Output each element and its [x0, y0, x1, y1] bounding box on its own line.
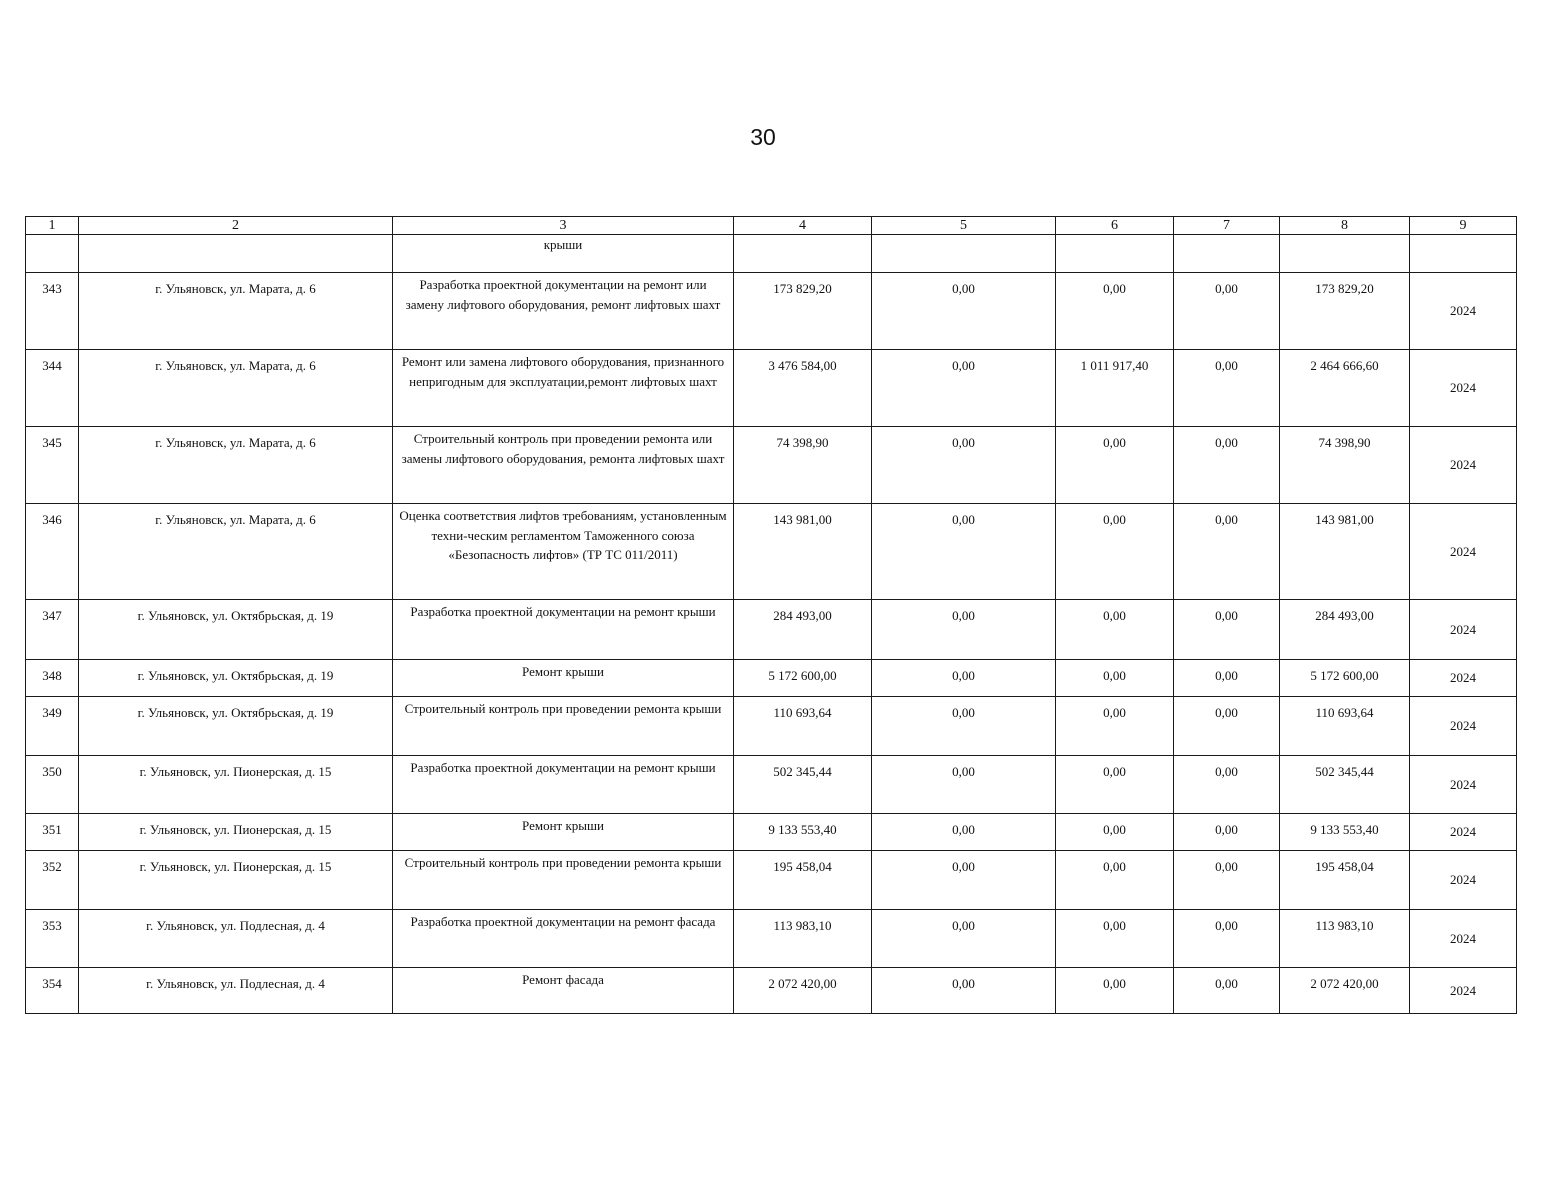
table-row — [26, 427, 1517, 504]
year-cell: 2024 — [1410, 427, 1517, 504]
funding-col5-cell: 0,00 — [872, 600, 1056, 660]
funding-col5-cell: 0,00 — [872, 427, 1056, 504]
row-number-cell: 344 — [26, 350, 79, 427]
funding-col8-cell: 502 345,44 — [1280, 756, 1410, 814]
row-number-cell: 343 — [26, 273, 79, 350]
address-cell: г. Ульяновск, ул. Октябрьская, д. 19 — [79, 600, 393, 660]
row-number-cell: 352 — [26, 851, 79, 910]
table-row — [26, 600, 1517, 660]
total-cost-cell: 5 172 600,00 — [734, 660, 872, 697]
total-cost-cell: 74 398,90 — [734, 427, 872, 504]
row-number-cell: 348 — [26, 660, 79, 697]
funding-col5-cell: 0,00 — [872, 910, 1056, 968]
funding-col6-cell: 0,00 — [1056, 600, 1174, 660]
row-number-cell: 347 — [26, 600, 79, 660]
column-number: 1 — [26, 217, 79, 235]
funding-col5-cell: 0,00 — [872, 350, 1056, 427]
address-cell: г. Ульяновск, ул. Марата, д. 6 — [79, 350, 393, 427]
funding-col8-cell: 2 072 420,00 — [1280, 968, 1410, 1014]
year-cell: 2024 — [1410, 814, 1517, 851]
year-cell — [1410, 235, 1517, 273]
total-cost-cell: 9 133 553,40 — [734, 814, 872, 851]
funding-col6-cell: 0,00 — [1056, 910, 1174, 968]
table-row — [26, 697, 1517, 756]
row-number-cell — [26, 235, 79, 273]
funding-col7-cell: 0,00 — [1174, 350, 1280, 427]
row-number-cell: 346 — [26, 504, 79, 600]
funding-col7-cell: 0,00 — [1174, 814, 1280, 851]
amount-cell — [1280, 235, 1410, 273]
funding-col6-cell: 0,00 — [1056, 660, 1174, 697]
total-cost-cell: 2 072 420,00 — [734, 968, 872, 1014]
amount-cell — [734, 235, 872, 273]
funding-col8-cell: 9 133 553,40 — [1280, 814, 1410, 851]
work-type-cell: Оценка соответствия лифтов требованиям, установленным техни-ческим регламентом Таможенного союза «Безопасность лифтов» (ТР ТС 011/2011) — [393, 504, 734, 600]
address-cell: г. Ульяновск, ул. Октябрьская, д. 19 — [79, 660, 393, 697]
funding-col8-cell: 113 983,10 — [1280, 910, 1410, 968]
funding-col7-cell: 0,00 — [1174, 273, 1280, 350]
total-cost-cell: 173 829,20 — [734, 273, 872, 350]
row-number-cell: 353 — [26, 910, 79, 968]
funding-col8-cell: 173 829,20 — [1280, 273, 1410, 350]
program-table — [25, 216, 1517, 1014]
total-cost-cell: 502 345,44 — [734, 756, 872, 814]
funding-col5-cell: 0,00 — [872, 273, 1056, 350]
funding-col6-cell: 0,00 — [1056, 756, 1174, 814]
table-row — [26, 756, 1517, 814]
funding-col7-cell: 0,00 — [1174, 504, 1280, 600]
funding-col8-cell: 110 693,64 — [1280, 697, 1410, 756]
funding-col7-cell: 0,00 — [1174, 660, 1280, 697]
continuation-row — [26, 235, 1517, 273]
funding-col7-cell: 0,00 — [1174, 756, 1280, 814]
address-cell: г. Ульяновск, ул. Марата, д. 6 — [79, 427, 393, 504]
year-cell: 2024 — [1410, 851, 1517, 910]
address-cell: г. Ульяновск, ул. Марата, д. 6 — [79, 273, 393, 350]
work-type-cell: Разработка проектной документации на ремонт крыши — [393, 756, 734, 814]
address-cell: г. Ульяновск, ул. Марата, д. 6 — [79, 504, 393, 600]
funding-col5-cell: 0,00 — [872, 660, 1056, 697]
year-cell: 2024 — [1410, 273, 1517, 350]
row-number-cell: 345 — [26, 427, 79, 504]
year-cell: 2024 — [1410, 697, 1517, 756]
table-row — [26, 814, 1517, 851]
year-cell: 2024 — [1410, 600, 1517, 660]
year-cell: 2024 — [1410, 756, 1517, 814]
row-number-cell: 349 — [26, 697, 79, 756]
column-number: 3 — [393, 217, 734, 235]
funding-col5-cell: 0,00 — [872, 756, 1056, 814]
address-cell: г. Ульяновск, ул. Подлесная, д. 4 — [79, 910, 393, 968]
work-type-cell: Ремонт фасада — [393, 968, 734, 1014]
work-type-cell: Строительный контроль при проведении ремонта или замены лифтового оборудования, ремонта лифтовых шахт — [393, 427, 734, 504]
funding-col7-cell: 0,00 — [1174, 697, 1280, 756]
work-type-cell: Разработка проектной документации на ремонт фасада — [393, 910, 734, 968]
total-cost-cell: 113 983,10 — [734, 910, 872, 968]
funding-col7-cell: 0,00 — [1174, 910, 1280, 968]
total-cost-cell: 3 476 584,00 — [734, 350, 872, 427]
year-cell: 2024 — [1410, 504, 1517, 600]
funding-col6-cell: 0,00 — [1056, 851, 1174, 910]
row-number-cell: 354 — [26, 968, 79, 1014]
column-number: 4 — [734, 217, 872, 235]
funding-col5-cell: 0,00 — [872, 814, 1056, 851]
funding-col8-cell: 143 981,00 — [1280, 504, 1410, 600]
work-type-cell: Строительный контроль при проведении ремонта крыши — [393, 697, 734, 756]
total-cost-cell: 110 693,64 — [734, 697, 872, 756]
funding-col5-cell: 0,00 — [872, 968, 1056, 1014]
table-row — [26, 968, 1517, 1014]
column-number: 2 — [79, 217, 393, 235]
table-row — [26, 504, 1517, 600]
work-type-cell: Строительный контроль при проведении ремонта крыши — [393, 851, 734, 910]
column-number: 5 — [872, 217, 1056, 235]
funding-col8-cell: 74 398,90 — [1280, 427, 1410, 504]
year-cell: 2024 — [1410, 910, 1517, 968]
address-cell — [79, 235, 393, 273]
address-cell: г. Ульяновск, ул. Пионерская, д. 15 — [79, 814, 393, 851]
funding-col7-cell: 0,00 — [1174, 851, 1280, 910]
funding-col6-cell: 0,00 — [1056, 968, 1174, 1014]
funding-col5-cell: 0,00 — [872, 504, 1056, 600]
work-type-cell: Ремонт крыши — [393, 660, 734, 697]
funding-col6-cell: 1 011 917,40 — [1056, 350, 1174, 427]
funding-col8-cell: 2 464 666,60 — [1280, 350, 1410, 427]
funding-col6-cell: 0,00 — [1056, 273, 1174, 350]
column-number: 8 — [1280, 217, 1410, 235]
table-row — [26, 851, 1517, 910]
funding-col5-cell: 0,00 — [872, 851, 1056, 910]
row-number-cell: 350 — [26, 756, 79, 814]
year-cell: 2024 — [1410, 350, 1517, 427]
table-row — [26, 273, 1517, 350]
address-cell: г. Ульяновск, ул. Пионерская, д. 15 — [79, 851, 393, 910]
work-type-cell: Разработка проектной документации на ремонт или замену лифтового оборудования, ремонт лифтовых шахт — [393, 273, 734, 350]
funding-col6-cell: 0,00 — [1056, 504, 1174, 600]
work-type-cell: Ремонт крыши — [393, 814, 734, 851]
address-cell: г. Ульяновск, ул. Пионерская, д. 15 — [79, 756, 393, 814]
funding-col7-cell: 0,00 — [1174, 600, 1280, 660]
funding-col6-cell: 0,00 — [1056, 427, 1174, 504]
funding-col6-cell: 0,00 — [1056, 697, 1174, 756]
work-type-cell: Разработка проектной документации на ремонт крыши — [393, 600, 734, 660]
funding-col8-cell: 5 172 600,00 — [1280, 660, 1410, 697]
table-row — [26, 910, 1517, 968]
work-type-cell: крыши — [393, 235, 734, 273]
total-cost-cell: 143 981,00 — [734, 504, 872, 600]
funding-col7-cell: 0,00 — [1174, 968, 1280, 1014]
funding-col8-cell: 284 493,00 — [1280, 600, 1410, 660]
year-cell: 2024 — [1410, 660, 1517, 697]
funding-col7-cell: 0,00 — [1174, 427, 1280, 504]
total-cost-cell: 284 493,00 — [734, 600, 872, 660]
table-body — [26, 217, 1517, 1014]
amount-cell — [872, 235, 1056, 273]
funding-col6-cell: 0,00 — [1056, 814, 1174, 851]
column-number: 7 — [1174, 217, 1280, 235]
total-cost-cell: 195 458,04 — [734, 851, 872, 910]
page-number: 30 — [750, 124, 776, 150]
work-type-cell: Ремонт или замена лифтового оборудования, признанного непригодным для эксплуатации,ремонт лифтовых шахт — [393, 350, 734, 427]
amount-cell — [1174, 235, 1280, 273]
table-row — [26, 350, 1517, 427]
column-number-row — [26, 217, 1517, 235]
column-number: 6 — [1056, 217, 1174, 235]
year-cell: 2024 — [1410, 968, 1517, 1014]
table-row — [26, 660, 1517, 697]
row-number-cell: 351 — [26, 814, 79, 851]
address-cell: г. Ульяновск, ул. Подлесная, д. 4 — [79, 968, 393, 1014]
funding-col5-cell: 0,00 — [872, 697, 1056, 756]
address-cell: г. Ульяновск, ул. Октябрьская, д. 19 — [79, 697, 393, 756]
amount-cell — [1056, 235, 1174, 273]
column-number: 9 — [1410, 217, 1517, 235]
funding-col8-cell: 195 458,04 — [1280, 851, 1410, 910]
